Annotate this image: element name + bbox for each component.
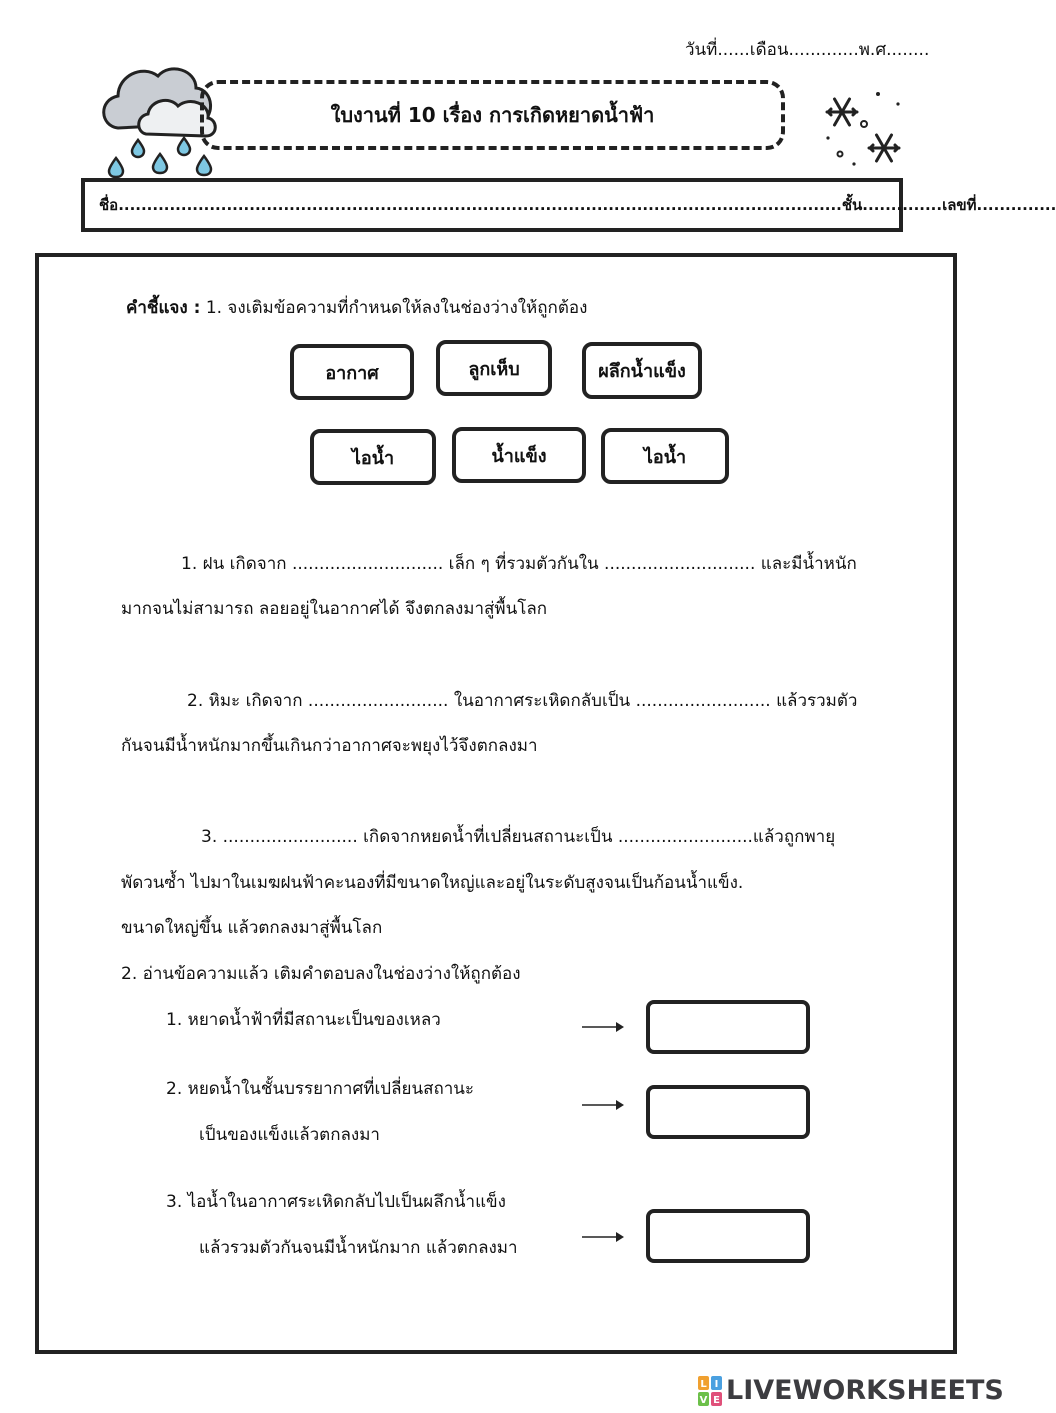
- snowflake-icon: [820, 88, 910, 170]
- logo-letter: I: [714, 1378, 719, 1390]
- answer-box-3[interactable]: [646, 1209, 810, 1263]
- q1-line-2: มากจนไม่สามารถ ลอยอยู่ในอากาศได้ จึงตกลงมาสู่พื้นโลก: [121, 599, 548, 619]
- instruction-text: 1. จงเติมข้อความที่กำหนดให้ลงในช่องว่างให้ถูกต้อง: [205, 298, 588, 318]
- date-line: วันที่......เดือน.............พ.ศ........: [685, 40, 930, 60]
- word-card-ice-crystal[interactable]: ผลึกน้ำแข็ง: [582, 342, 702, 399]
- arrow-right-icon: [582, 1020, 624, 1034]
- q3-line-2: พัดวนซ้ำ ไปมาในเมฆฝนฟ้าคะนองที่มีขนาดใหญ่และอยู่ในระดับสูงจนเป็นก้อนน้ำแข็ง.: [121, 873, 744, 893]
- worksheet-title: ใบงานที่ 10 เรื่อง การเกิดหยาดน้ำฟ้า: [330, 103, 655, 127]
- answer-box-2[interactable]: [646, 1085, 810, 1139]
- instruction-1: [126, 294, 587, 321]
- instruction-label: คำชี้แจง :: [126, 298, 201, 318]
- title-box: [200, 80, 785, 150]
- student-info-line[interactable]: ชื่อ...............................................................................................................................ชั้น..............เลขที่..............: [81, 178, 903, 232]
- item-1-text: 1. หยาดน้ำฟ้าที่มีสถานะเป็นของเหลว: [166, 1010, 441, 1030]
- item-3-line-2: แล้วรวมตัวกันจนมีน้ำหนักมาก แล้วตกลงมา: [199, 1238, 518, 1258]
- liveworksheets-logo-text: LIVEWORKSHEETS: [726, 1375, 1004, 1406]
- arrow-right-icon: [582, 1098, 624, 1112]
- q1-line-1: 1. ฝน เกิดจาก ............................ เล็ก ๆ ที่รวมตัวกันใน ............................ และมีน้ำหนัก: [181, 554, 857, 574]
- item-3-line-1: 3. ไอน้ำในอากาศระเหิดกลับไปเป็นผลึกน้ำแข็ง: [166, 1192, 506, 1212]
- q3-line-1: 3. ......................... เกิดจากหยดน้ำที่เปลี่ยนสถานะเป็น .........................แล้วถูกพายุ: [201, 827, 836, 847]
- word-card-ice[interactable]: น้ำแข็ง: [452, 427, 586, 483]
- liveworksheets-mark-icon: [698, 1376, 722, 1406]
- logo-letter: E: [713, 1394, 720, 1406]
- logo-letter: V: [699, 1394, 708, 1406]
- word-card-water-vapor[interactable]: ไอน้ำ: [310, 429, 436, 485]
- word-card-hail[interactable]: ลูกเห็บ: [436, 340, 552, 396]
- q2-line-1: 2. หิมะ เกิดจาก .......................... ในอากาศระเหิดกลับเป็น ......................... แล้วรวมตัว: [187, 691, 858, 711]
- q2-line-2: กันจนมีน้ำหนักมากขึ้นเกินกว่าอากาศจะพยุงไว้จึงตกลงมา: [121, 736, 538, 756]
- answer-box-1[interactable]: [646, 1000, 810, 1054]
- item-2-line-1: 2. หยดน้ำในชั้นบรรยากาศที่เปลี่ยนสถานะ: [166, 1079, 475, 1099]
- word-card-water-vapor-2[interactable]: ไอน้ำ: [601, 428, 729, 484]
- arrow-right-icon: [582, 1230, 624, 1244]
- instruction-2: 2. อ่านข้อความแล้ว เติมคำตอบลงในช่องว่างให้ถูกต้อง: [121, 964, 521, 984]
- item-2-line-2: เป็นของแข็งแล้วตกลงมา: [199, 1125, 380, 1145]
- logo-letter: L: [700, 1378, 707, 1390]
- word-card-air[interactable]: อากาศ: [290, 344, 414, 400]
- liveworksheets-logo: [698, 1375, 1004, 1406]
- q3-line-3: ขนาดใหญ่ขึ้น แล้วตกลงมาสู่พื้นโลก: [121, 918, 383, 938]
